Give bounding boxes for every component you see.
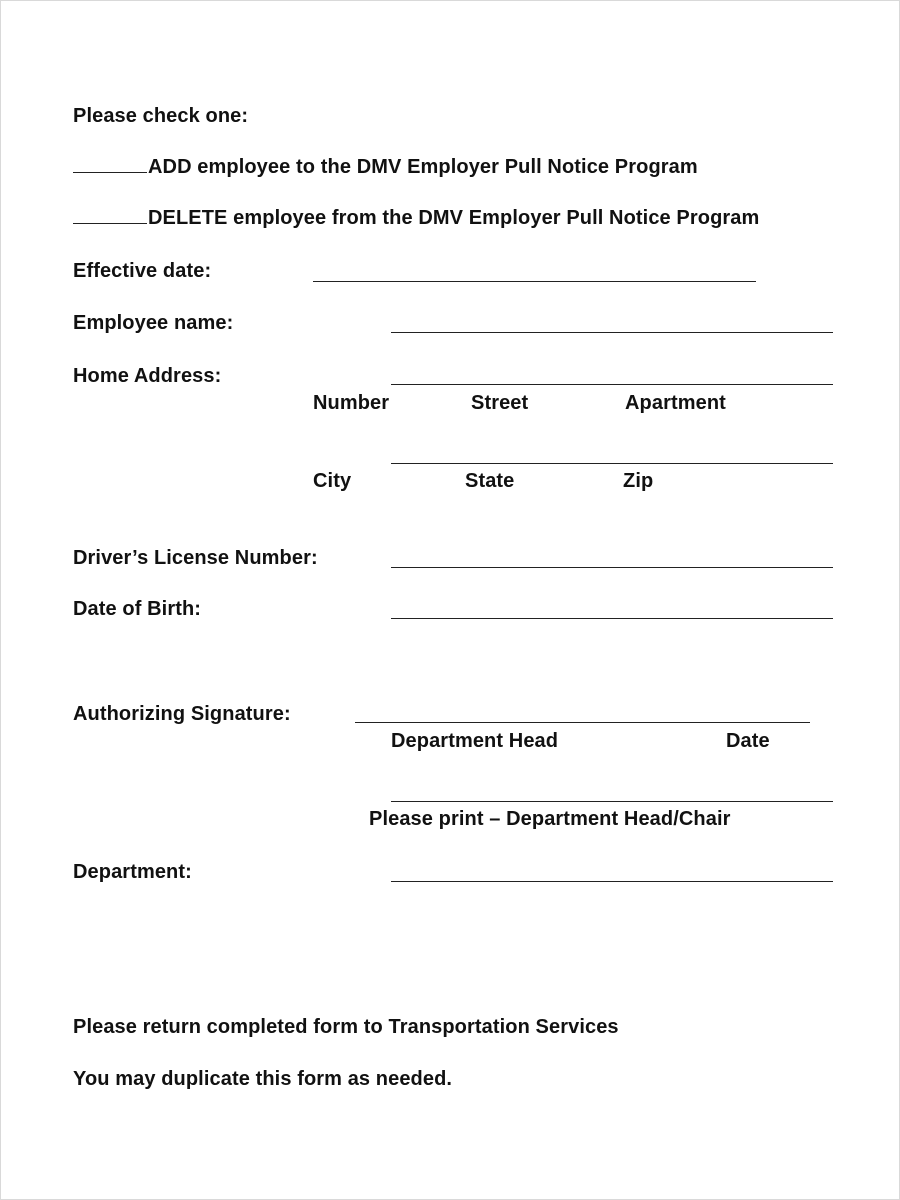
authorizing-signature-label: Authorizing Signature:: [73, 703, 291, 725]
address-line1-field[interactable]: [391, 384, 833, 385]
duplicate-note: You may duplicate this form as needed.: [73, 1068, 453, 1090]
department-label: Department:: [73, 861, 192, 883]
date-of-birth-label: Date of Birth:: [73, 598, 202, 620]
add-option-label: ADD employee to the DMV Employer Pull Notice Program: [148, 156, 698, 178]
date-of-birth-field[interactable]: [391, 618, 833, 619]
add-checkbox-blank[interactable]: [73, 155, 147, 173]
address-city-caption: City: [313, 470, 352, 492]
delete-option: [73, 206, 759, 230]
employee-name-label: Employee name:: [73, 312, 234, 334]
address-state-caption: State: [465, 470, 515, 492]
department-field[interactable]: [391, 881, 833, 882]
department-head-caption: Department Head: [391, 730, 559, 752]
drivers-license-field[interactable]: [391, 567, 833, 568]
authorizing-signature-field[interactable]: [355, 722, 810, 723]
signature-date-caption: Date: [726, 730, 770, 752]
address-line2-field[interactable]: [391, 463, 833, 464]
print-name-field[interactable]: [391, 801, 833, 802]
effective-date-label: Effective date:: [73, 260, 212, 282]
delete-checkbox-blank[interactable]: [73, 206, 147, 224]
delete-option-label: DELETE employee from the DMV Employer Pull Notice Program: [148, 207, 760, 229]
address-street-caption: Street: [471, 392, 529, 414]
address-zip-caption: Zip: [623, 470, 654, 492]
return-note: Please return completed form to Transportation Services: [73, 1016, 619, 1038]
add-option: [73, 155, 698, 179]
effective-date-field[interactable]: [313, 281, 756, 282]
address-number-caption: Number: [313, 392, 390, 414]
address-apartment-caption: Apartment: [625, 392, 726, 414]
check-one-prompt: Please check one:: [73, 105, 249, 127]
drivers-license-label: Driver’s License Number:: [73, 547, 318, 569]
print-name-caption: Please print – Department Head/Chair: [369, 808, 731, 830]
employee-name-field[interactable]: [391, 332, 833, 333]
home-address-label: Home Address:: [73, 365, 222, 387]
